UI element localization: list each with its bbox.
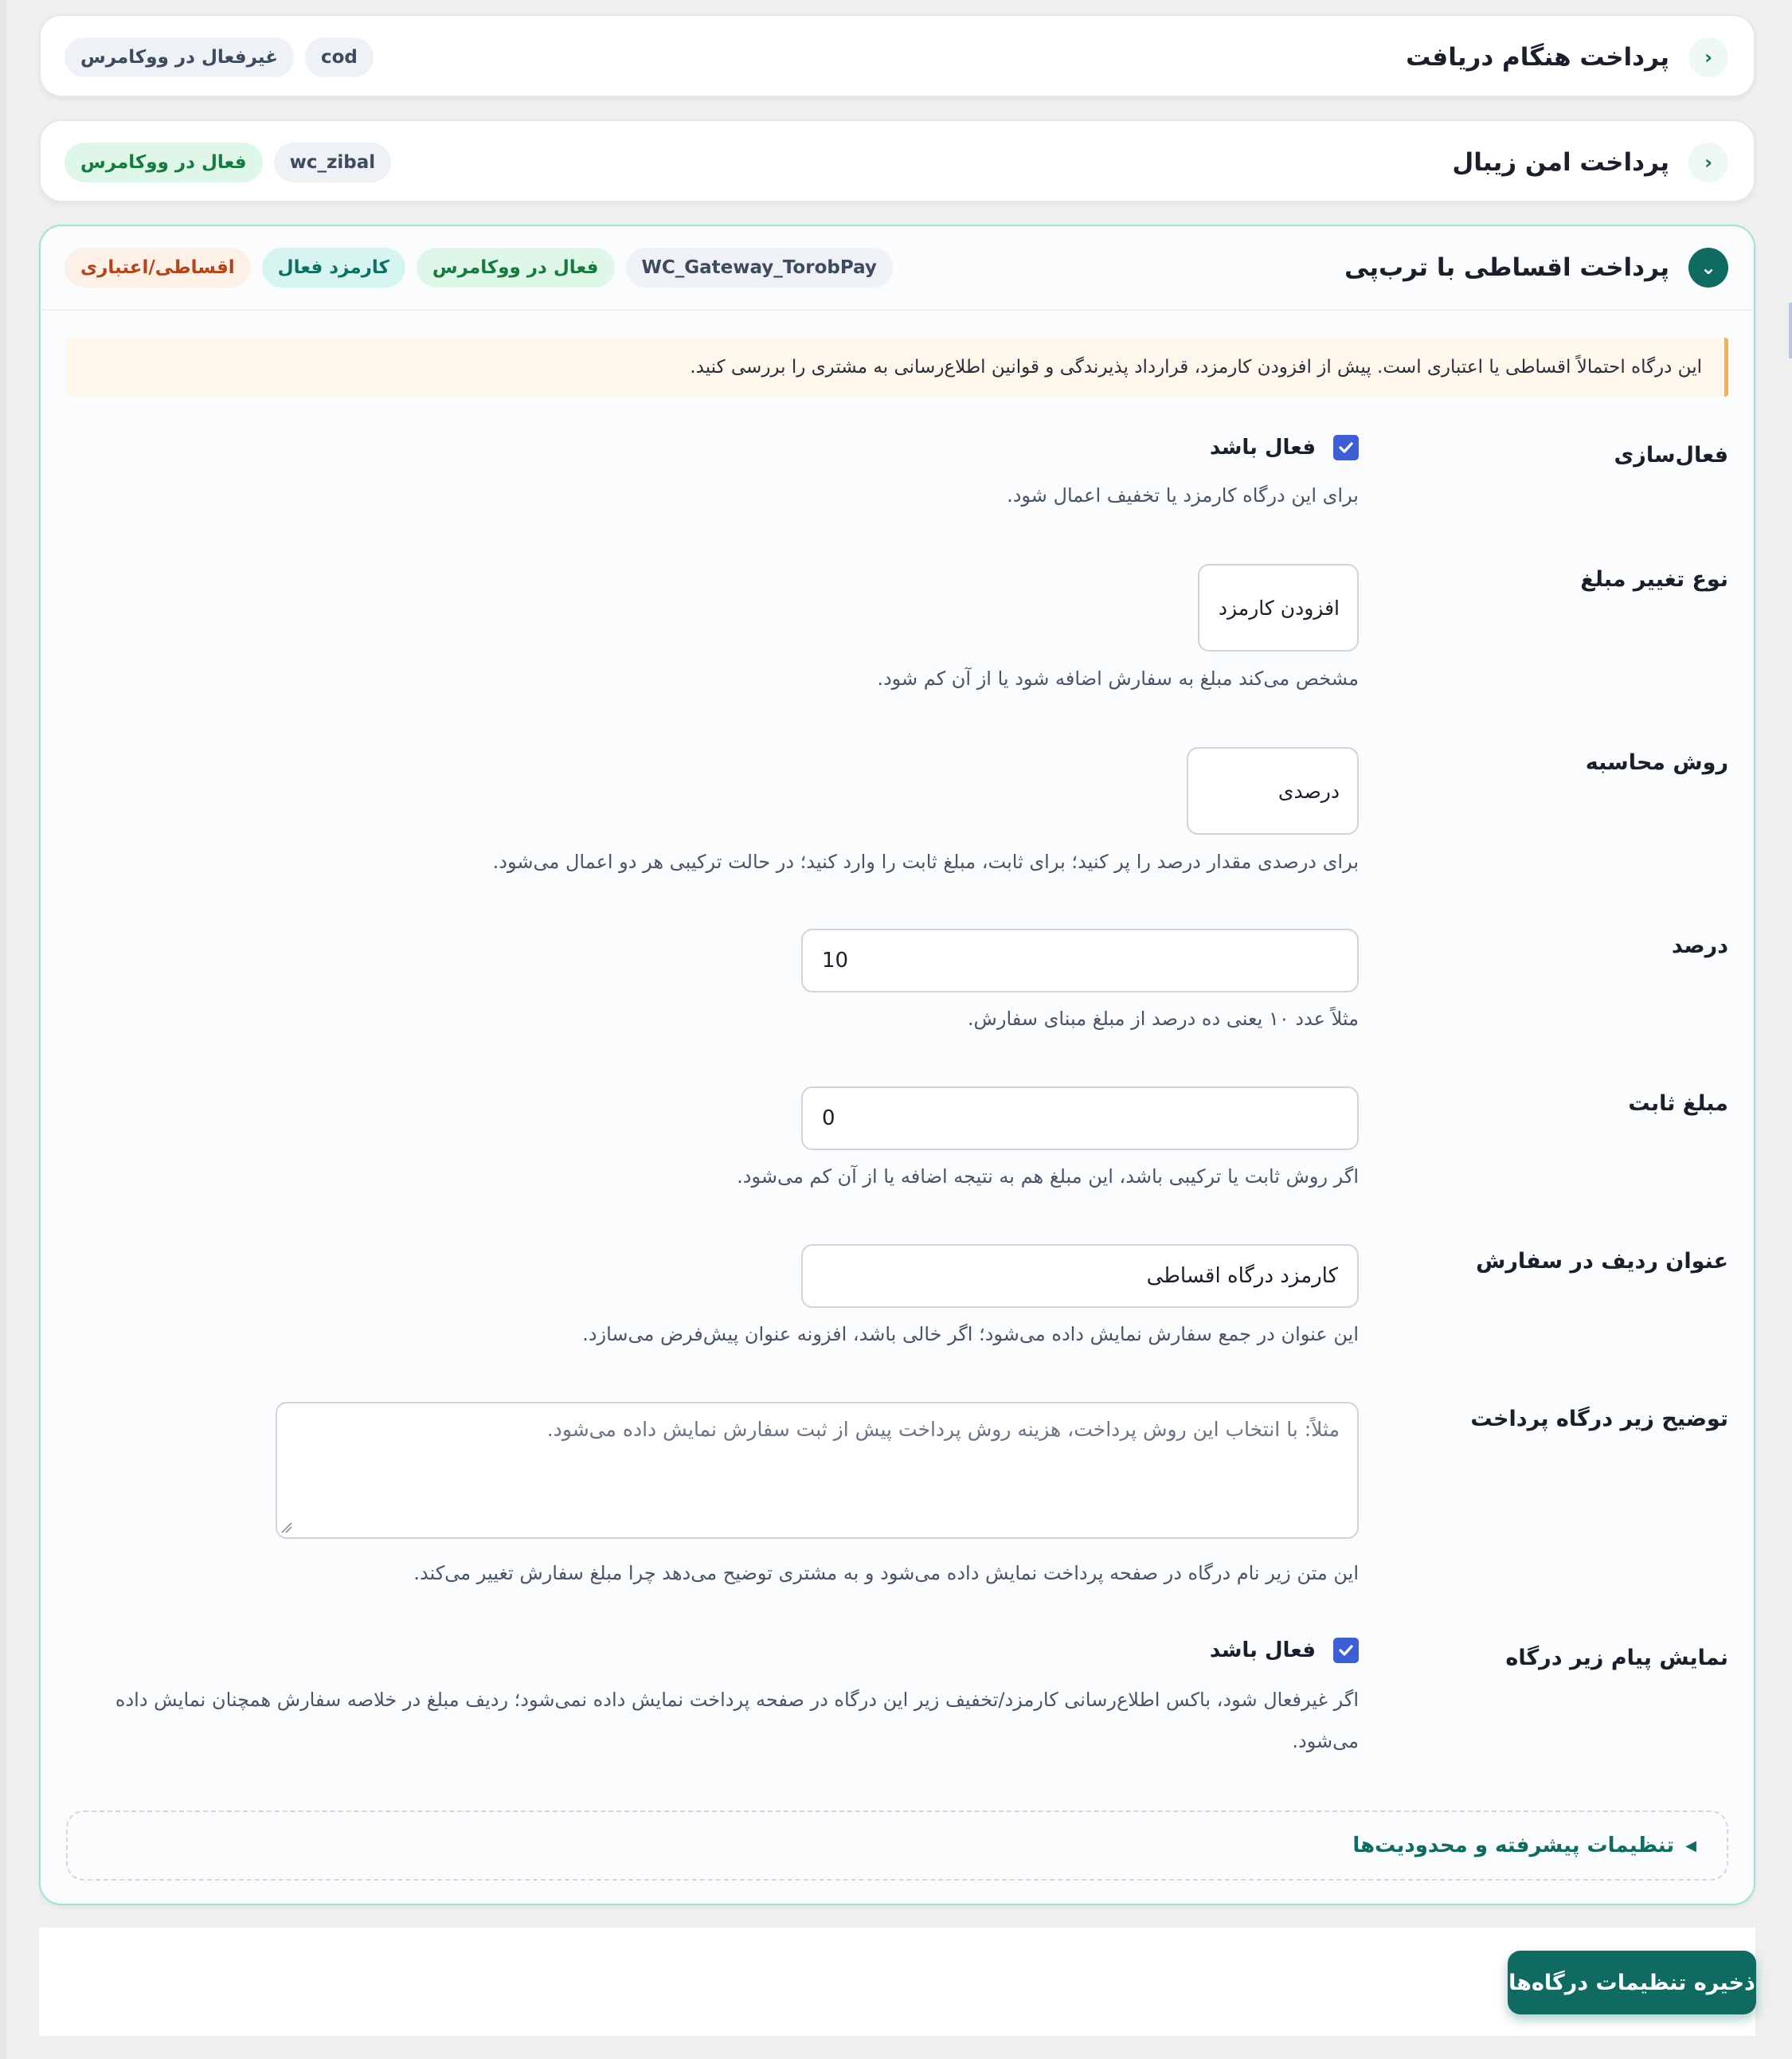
expand-toggle-icon[interactable]: ‹ bbox=[1688, 143, 1728, 182]
activation-checkbox[interactable] bbox=[1333, 435, 1359, 460]
activation-checkbox-label: فعال باشد bbox=[1209, 436, 1316, 460]
gateway-badges bbox=[65, 37, 374, 77]
description-label: توضیح زیر درگاه پرداخت bbox=[1470, 1407, 1728, 1431]
left-edge-strip bbox=[0, 0, 6, 2059]
gateway-card-zibal[interactable] bbox=[39, 119, 1755, 202]
show-message-checkbox-label: فعال باشد bbox=[1209, 1638, 1316, 1662]
gateway-card-torobpay bbox=[39, 225, 1755, 1905]
scrollbar-thumb[interactable] bbox=[1789, 303, 1792, 358]
gateway-card-cod[interactable] bbox=[39, 14, 1755, 97]
percent-label: درصد bbox=[1671, 934, 1728, 958]
calc-method-label: روش محاسبه bbox=[1585, 750, 1728, 775]
description-placeholder: مثلاً: با انتخاب این روش پرداخت، هزینه روش پرداخت پیش از ثبت سفارش نمایش داده می‌شود. bbox=[546, 1418, 1340, 1441]
advanced-settings-toggle[interactable] bbox=[66, 1810, 1728, 1881]
woocommerce-status-badge: فعال در ووکامرس bbox=[65, 143, 263, 182]
woocommerce-status-badge: فعال در ووکامرس bbox=[417, 248, 615, 288]
gateway-id-badge: cod bbox=[305, 37, 374, 77]
change-type-label: نوع تغییر مبلغ bbox=[1580, 567, 1728, 592]
row-title-help: این عنوان در جمع سفارش نمایش داده می‌شود؛ اگر خالی باشد، افزونه عنوان پیش‌فرض می‌سازد. bbox=[582, 1323, 1359, 1345]
advanced-settings-label: تنظیمات پیشرفته و محدودیت‌ها bbox=[1352, 1834, 1675, 1857]
gateway-badges bbox=[65, 248, 893, 288]
fixed-amount-label: مبلغ ثابت bbox=[1628, 1091, 1728, 1116]
gateway-badges bbox=[65, 143, 391, 182]
header-divider bbox=[41, 309, 1754, 311]
installment-badge: اقساطی/اعتباری bbox=[65, 248, 251, 288]
save-gateways-button[interactable]: ذخیره تنظیمات درگاه‌ها bbox=[1508, 1951, 1756, 2014]
description-textarea[interactable] bbox=[276, 1402, 1359, 1539]
woocommerce-status-badge: غیرفعال در ووکامرس bbox=[65, 37, 294, 77]
show-message-label: نمایش پیام زیر درگاه bbox=[1505, 1646, 1728, 1670]
show-message-help: اگر غیرفعال شود، باکس اطلاع‌رسانی کارمزد/تخفیف زیر این درگاه در صفحه پرداخت نمایش داده نمی‌شود؛ ردیف مبلغ در خلاصه سفارش همچنان نمایش داده می‌شود. bbox=[115, 1689, 1359, 1752]
percent-help: مثلاً عدد ۱۰ یعنی ده درصد از مبلغ مبنای سفارش. bbox=[967, 1008, 1359, 1030]
gateway-header[interactable] bbox=[41, 226, 1754, 309]
row-title-label: عنوان ردیف در سفارش bbox=[1476, 1249, 1728, 1274]
description-help: این متن زیر نام درگاه در صفحه پرداخت نمایش داده می‌شود و به مشتری توضیح می‌دهد چرا مبلغ سفارش تغییر می‌کند. bbox=[413, 1562, 1359, 1584]
fixed-amount-input[interactable]: 0 bbox=[801, 1086, 1359, 1150]
calc-method-help: برای درصدی مقدار درصد را پر کنید؛ برای ثابت، مبلغ ثابت را وارد کنید؛ در حالت ترکیبی هر دو اعمال می‌شود. bbox=[492, 851, 1359, 873]
installment-warning-notice: این درگاه احتمالاً اقساطی یا اعتباری است. پیش از افزودن کارمزد، قرارداد پذیرندگی و قوانین اطلاع‌رسانی به مشتری را بررسی کنید. bbox=[66, 338, 1728, 397]
fixed-amount-help: اگر روش ثابت یا ترکیبی باشد، این مبلغ هم به نتیجه اضافه یا از آن کم می‌شود. bbox=[737, 1165, 1359, 1188]
show-message-checkbox[interactable] bbox=[1333, 1638, 1359, 1663]
activation-label: فعال‌سازی bbox=[1614, 443, 1728, 468]
change-type-select[interactable]: افزودن کارمزد bbox=[1198, 564, 1359, 652]
checkmark-icon bbox=[1337, 439, 1355, 456]
checkmark-icon bbox=[1337, 1642, 1355, 1659]
gateway-id-badge: WC_Gateway_TorobPay bbox=[626, 248, 893, 288]
change-type-help: مشخص می‌کند مبلغ به سفارش اضافه شود یا از آن کم شود. bbox=[877, 667, 1359, 690]
expand-toggle-icon[interactable]: ‹ bbox=[1688, 37, 1728, 77]
percent-input[interactable]: 10 bbox=[801, 929, 1359, 992]
show-message-checkbox-row[interactable] bbox=[1210, 1638, 1359, 1663]
triangle-left-icon: ◀ bbox=[1685, 1837, 1696, 1854]
row-title-input[interactable]: کارمزد درگاه اقساطی bbox=[801, 1244, 1359, 1308]
calc-method-select[interactable]: درصدی bbox=[1187, 747, 1359, 835]
fee-active-badge: کارمزد فعال bbox=[262, 248, 405, 288]
footer-panel bbox=[39, 1928, 1755, 2036]
gateway-title: پرداخت اقساطی با ترب‌پی bbox=[1344, 253, 1669, 282]
collapse-toggle-icon[interactable]: ⌄ bbox=[1688, 248, 1728, 288]
gateway-header[interactable] bbox=[41, 16, 1754, 99]
gateway-header[interactable] bbox=[41, 121, 1754, 204]
activation-checkbox-row[interactable] bbox=[1210, 435, 1359, 460]
gateway-id-badge: wc_zibal bbox=[274, 143, 392, 182]
gateway-title: پرداخت هنگام دریافت bbox=[1406, 43, 1669, 72]
resize-grip-icon[interactable] bbox=[280, 1521, 293, 1534]
activation-help: برای این درگاه کارمزد یا تخفیف اعمال شود. bbox=[1007, 484, 1359, 507]
gateway-title: پرداخت امن زیبال bbox=[1452, 148, 1669, 177]
